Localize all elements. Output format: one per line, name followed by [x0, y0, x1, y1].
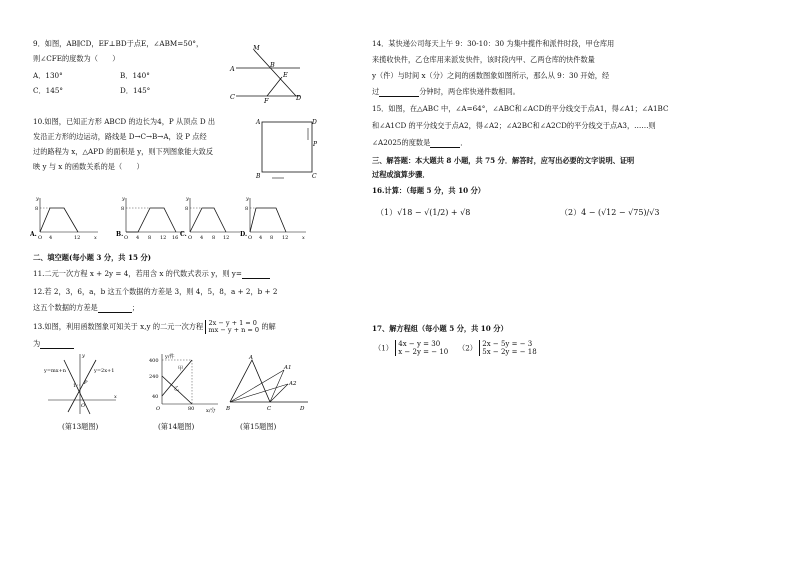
graph-d-8: 8 [245, 206, 249, 212]
q13-eq2: mx − y + n = 0 [208, 326, 260, 334]
graph-c-8: 8 [185, 206, 189, 212]
q9-option-d: D．145° [120, 86, 151, 95]
graph-c-letter: C. [180, 231, 187, 238]
graph-a-x: x [94, 235, 97, 240]
label-y: y [82, 353, 85, 359]
q16-part1: （1）√18 − √(1/2) + √8 [376, 208, 471, 217]
label-l1: y=mx+n [44, 368, 66, 374]
label-a: A [249, 355, 253, 361]
label-x: x/分 [206, 408, 216, 414]
q17-p1-eq2: x − 2y = − 10 [398, 348, 449, 356]
label-m: M [253, 44, 260, 52]
square [262, 122, 312, 172]
fig13 [44, 352, 120, 416]
graph-b-8t: 8 [148, 235, 152, 240]
graph-d-x: x [302, 235, 305, 240]
graph-a-y: y [36, 196, 39, 202]
label-p: P [84, 380, 88, 386]
q9-option-a: A．130° [33, 71, 63, 80]
graph-b-12: 12 [160, 235, 167, 240]
q17-part2: （2） 2x − 5y = − 3 5x − 2y = − 18 [458, 340, 537, 356]
q14-line4: 过 分钟时，两仓库快递件数相同。 [372, 87, 520, 96]
graph-b-y: y [122, 196, 125, 202]
q16-title: 16.计算：（每题 5 分，共 10 分） [372, 186, 485, 195]
label-d: D [300, 406, 305, 412]
q10-line3: 过的路程为 x，△APD 的面积是 y，则下列图象能大致反 [33, 147, 214, 156]
line-bd [254, 50, 296, 96]
q17-p1-eq1: 4x − y = 30 [398, 340, 441, 348]
graph-b-8: 8 [121, 206, 125, 212]
q10-line1: 10.如图，已知正方形 ABCD 的边长为4，P 从顶点 D 出 [33, 117, 216, 126]
q9-figure [226, 42, 306, 104]
label-b: B [270, 61, 275, 69]
graph-b-curve [126, 208, 176, 232]
line-mxn [64, 360, 90, 414]
graph-b [116, 196, 184, 240]
graph-d-4: 4 [259, 235, 263, 240]
label-a: A [230, 65, 235, 73]
graph-d-o: O [248, 235, 253, 240]
line-ef [267, 77, 282, 96]
q15-line3: ∠A2025的度数是 ． [372, 138, 468, 147]
q11-text: 11.二元一次方程 x + 2y = 4，若用含 x 的代数式表示 y，则 y= [33, 269, 270, 279]
graph-d-letter: D. [240, 231, 248, 238]
graph-a-8: 8 [35, 206, 39, 212]
label-1: 1 [73, 383, 77, 389]
q10-option-graphs [30, 194, 312, 240]
graph-a-curve [40, 208, 78, 232]
graph-d [240, 196, 306, 240]
graph-d-curve [250, 208, 286, 232]
label-yi: 乙 [174, 386, 180, 392]
graph-b-4: 4 [136, 235, 140, 240]
q15-line2: 和∠A1CD 的平分线交于点A2，得∠A2；∠A2BC和∠A2CD的平分线交于点A3，……则 [372, 121, 656, 130]
graph-c-12: 12 [223, 235, 230, 240]
label-f: F [264, 97, 269, 104]
q9-line1: 9．如图，AB∥CD，EF⊥BD于点E，∠ABM=50°， [33, 39, 204, 48]
graph-a-4: 4 [49, 235, 53, 240]
graph-c-y: y [186, 196, 189, 202]
label-e: E [283, 71, 288, 79]
graph-a [30, 196, 98, 240]
graph-c-o: O [188, 235, 193, 240]
q10-line2: 发沿正方形的边运动，路线是 D→C→B→A，设 P 点经 [33, 132, 207, 141]
label-240: 240 [149, 374, 159, 380]
q9-line2: 则∠CFE的度数为（ ） [33, 54, 120, 63]
graph-b-o: O [124, 235, 129, 240]
section2-title: 二、填空题(每小题 3 分，共 15 分) [33, 253, 152, 262]
q9-option-c: C．145° [33, 86, 63, 95]
q15-line1: 15．如图，在△ABC 中，∠A=64°，∠ABC和∠ACD的平分线交于点A1，得∠A1；∠A1BC [372, 104, 669, 113]
q12-line1: 12.若 2，3，6，a，b 这五个数据的方差是 3，则 4，5，8，a + 2，b + 2 [33, 287, 278, 296]
label-p: P [313, 141, 318, 148]
q17-p2-eq2: 5x − 2y = − 18 [482, 348, 537, 356]
section3-line2: 过程或演算步骤． [372, 170, 430, 179]
caption-15: (第15题图) [240, 422, 277, 431]
q10-line4: 映 y 与 x 的函数关系的是（ ） [33, 162, 144, 171]
label-a1: A1 [284, 365, 292, 371]
q13-eq1: 2x − y + 1 = 0 [208, 319, 257, 327]
q17-p2-eq1: 2x − 5y = − 3 [482, 340, 533, 348]
label-a: A [256, 119, 261, 126]
q14-line3: y（件）与时间 x（分）之间的函数图象如图所示，那么从 9：30 开始，经 [372, 71, 610, 80]
caption-14: (第14题图) [158, 422, 195, 431]
fig14 [148, 352, 220, 416]
label-y: y/件 [165, 354, 175, 360]
graph-a-o: O [38, 235, 43, 240]
label-o: O [81, 403, 86, 409]
q17-title: 17、解方程组（每小题 5 分，共 10 分） [372, 324, 508, 333]
q13-line1: 13.如图，利用函数图象可知关于 x,y 的二元一次方程 2x − y + 1 = 0 mx − y + n = 0 的解 [33, 319, 276, 334]
graph-c-4: 4 [200, 235, 204, 240]
label-b: B [226, 406, 231, 412]
label-80: 80 [188, 406, 195, 412]
label-jia: 甲 [178, 366, 184, 372]
label-c: C [267, 406, 272, 412]
graph-c-curve [190, 208, 226, 232]
graph-a-letter: A. [30, 231, 37, 238]
graph-d-y: y [246, 196, 249, 202]
label-400: 400 [149, 358, 159, 364]
label-d: D [296, 94, 302, 102]
graph-c-8t: 8 [212, 235, 216, 240]
graph-d-12: 12 [282, 235, 289, 240]
section3-line1: 三、解答题：本大题共 8 小题，共 75 分．解答时，应写出必要的文字说明、证明 [372, 156, 635, 165]
label-b: B [256, 173, 261, 180]
fig15 [226, 352, 312, 416]
q12-line2: 这五个数据的方差是 ； [33, 303, 139, 312]
label-a2: A2 [289, 381, 297, 387]
label-c: C [312, 173, 317, 180]
label-l2: y=2x+1 [94, 368, 115, 374]
caption-13: (第13题图) [62, 422, 99, 431]
label-c: C [230, 93, 235, 101]
q14-line2: 来揽收快件，乙仓库用来派发快件，该时段内甲、乙两仓库的快件数量 [372, 55, 595, 64]
graph-b-16: 16 [172, 235, 179, 240]
q17-part1: （1） 4x − y = 30 x − 2y = − 10 [374, 340, 449, 356]
graph-a-12: 12 [74, 235, 81, 240]
q9-option-b: B．140° [120, 71, 150, 80]
q14-line1: 14．某快递公司每天上午 9：30-10：30 为集中揽件和派件时段，甲仓库用 [372, 39, 615, 48]
label-o: O [156, 406, 161, 412]
q13-line2: 为 [33, 339, 74, 349]
label-d: D [312, 119, 317, 126]
label-40: 40 [152, 394, 159, 400]
q10-square-figure [254, 114, 320, 182]
label-x: x [114, 394, 117, 400]
q16-part2: （2）4 − (√12 − √75)/√3 [560, 208, 660, 217]
graph-d-8t: 8 [270, 235, 274, 240]
graph-b-letter: B. [116, 231, 124, 238]
graph-c [180, 196, 240, 240]
